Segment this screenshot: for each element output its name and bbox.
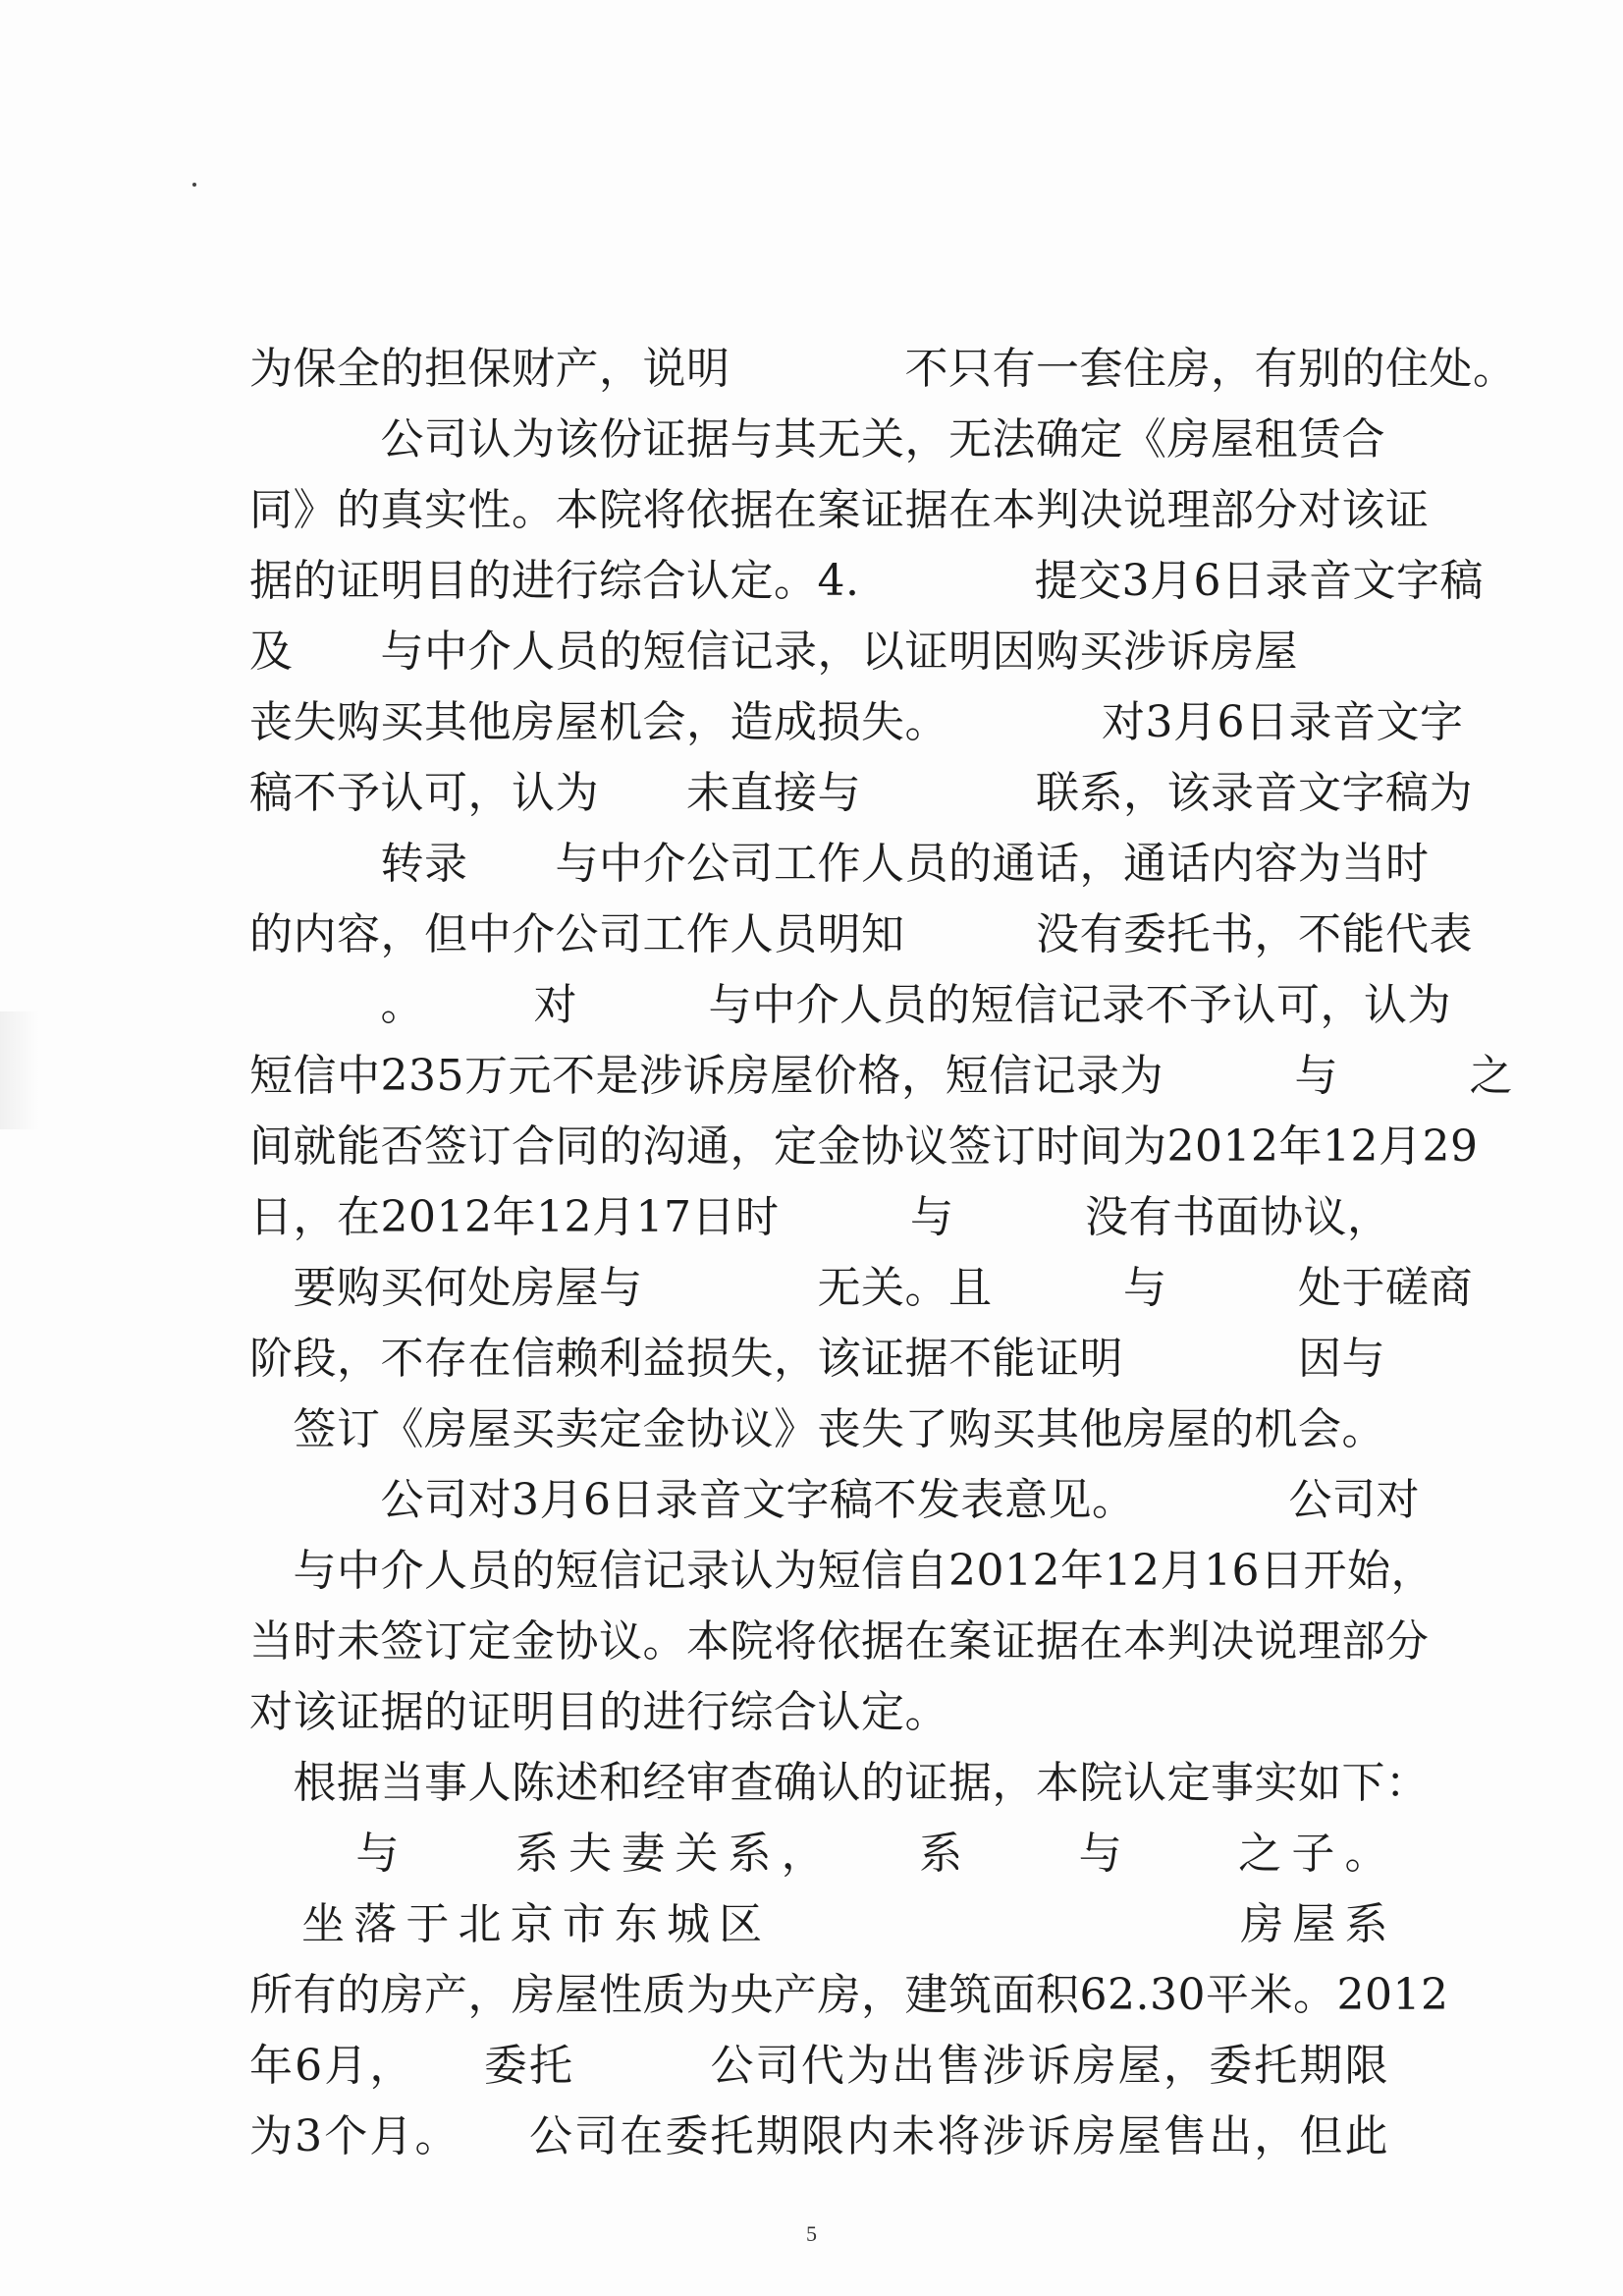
text-line: 日，在2012年12月17日时 与 没有书面协议， bbox=[249, 1192, 1391, 1242]
page-number: 5 bbox=[806, 2221, 817, 2246]
text-line: 与 系夫妻关系， 系 与 之子。 bbox=[249, 1829, 1388, 1879]
scan-edge-shadow bbox=[0, 1011, 39, 1129]
text-line: 为3个月。 公司在委托期限内未将涉诉房屋售出，但此 bbox=[249, 2111, 1388, 2161]
text-line: 转录 与中介公司工作人员的通话，通话内容为当时 bbox=[249, 839, 1430, 889]
scan-speck bbox=[192, 183, 196, 187]
text-line: 与中介人员的短信记录认为短信自2012年12月16日开始， bbox=[249, 1546, 1434, 1596]
text-line: 公司对3月6日录音文字稿不发表意见。 公司对 bbox=[249, 1475, 1420, 1525]
text-line: 稿不予认可，认为 未直接与 联系，该录音文字稿为 bbox=[249, 768, 1473, 818]
text-line: 同》的真实性。本院将依据在案证据在本判决说理部分对该证 bbox=[249, 485, 1430, 535]
text-line: 要购买何处房屋与 无关。且 与 处于磋商 bbox=[249, 1263, 1473, 1313]
text-line: 据的证明目的进行综合认定。4. 提交3月6日录音文字稿 bbox=[249, 556, 1484, 606]
text-line: 间就能否签订合同的沟通，定金协议签订时间为2012年12月29 bbox=[249, 1121, 1479, 1172]
text-line: 年6月， 委托 公司代为出售涉诉房屋，委托期限 bbox=[249, 2041, 1388, 2091]
text-line: 当时未签订定金协议。本院将依据在案证据在本判决说理部分 bbox=[249, 1616, 1430, 1667]
text-line: 对该证据的证明目的进行综合认定。 bbox=[249, 1687, 948, 1737]
text-line: 根据当事人陈述和经审查确认的证据，本院认定事实如下： bbox=[249, 1758, 1430, 1808]
text-line: 的内容，但中介公司工作人员明知 没有委托书，不能代表 bbox=[249, 909, 1473, 959]
text-line: 签订《房屋买卖定金协议》丧失了购买其他房屋的机会。 bbox=[249, 1404, 1385, 1454]
text-line: 所有的房产，房屋性质为央产房，建筑面积62.30平米。2012 bbox=[249, 1970, 1449, 2020]
text-line: 阶段，不存在信赖利益损失，该证据不能证明 因与 bbox=[249, 1334, 1385, 1384]
text-line: 为保全的担保财产，说明 不只有一套住房，有别的住处。 bbox=[249, 344, 1517, 394]
text-line: 及 与中介人员的短信记录，以证明因购买涉诉房屋 bbox=[249, 627, 1298, 677]
text-line: 。 对 与中介人员的短信记录不予认可，认为 bbox=[249, 980, 1451, 1030]
text-line: 丧失购买其他房屋机会，造成损失。 对3月6日录音文字 bbox=[249, 697, 1464, 747]
text-line: 坐落于北京市东城区 房屋系 bbox=[249, 1899, 1388, 1949]
text-line: 公司认为该份证据与其无关，无法确定《房屋租赁合 bbox=[249, 414, 1385, 465]
text-line: 短信中235万元不是涉诉房屋价格，短信记录为 与 之 bbox=[249, 1051, 1513, 1101]
